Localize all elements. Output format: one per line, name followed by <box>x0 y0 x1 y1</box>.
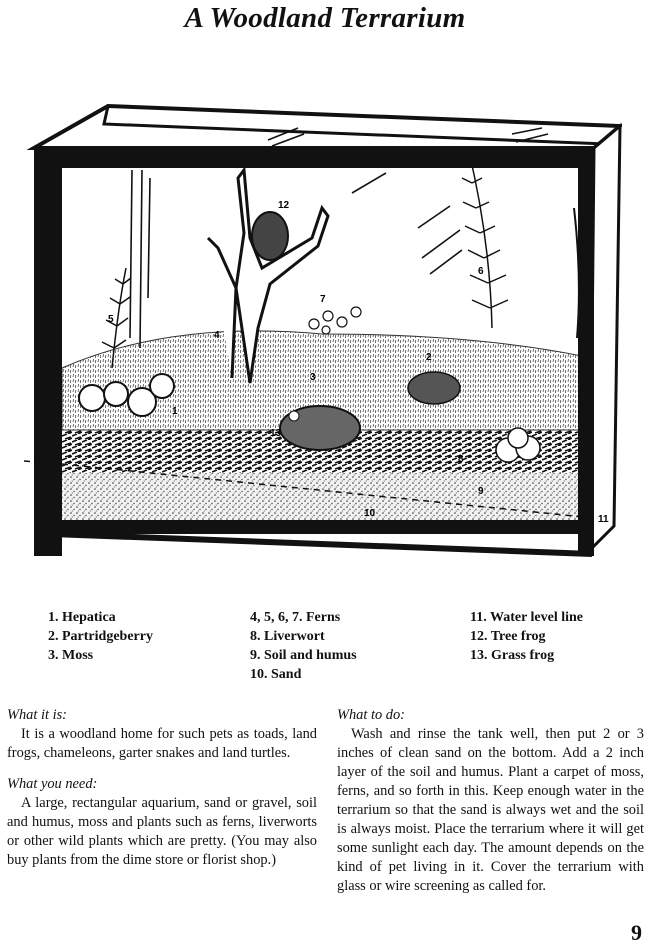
legend-item: 8. Liverwort <box>250 629 325 644</box>
page-number: 9 <box>631 920 642 945</box>
legend-item: 13. Grass frog <box>470 648 555 663</box>
page-title: A Woodland Terrarium <box>184 2 466 34</box>
legend-item: 1. Hepatica <box>48 610 116 625</box>
legend-item: 11. Water level line <box>470 610 584 625</box>
legend-item: 3. Moss <box>48 648 94 663</box>
callout-1: 1 <box>172 406 178 417</box>
legend-item: 9. Soil and humus <box>250 648 357 663</box>
callout-9: 9 <box>478 486 484 497</box>
what-to-do-paragraph: Wash and rinse the tank well, then put 2 or 3 inches of clean sand on the bottom. Add a 2 inch layer of the soil and humus. Plant a carpet of moss, ferns, and so forth in this. Keep enough water in the terrarium so that the sand is always wet and the soil is always moist. Place the terrarium where it will get some sunlight each day. The amount depends on the kind of pet living in it. Cover the terrarium with glass or wire screening as called for. <box>337 726 644 894</box>
callout-11: 11 <box>598 514 609 525</box>
terrarium-illustration <box>22 98 622 568</box>
callout-4: 4 <box>214 330 220 341</box>
legend-item: 4, 5, 6, 7. Ferns <box>250 610 341 625</box>
callout-7: 7 <box>320 294 326 305</box>
what-to-do-heading: What to do: <box>337 707 405 723</box>
callout-8: 8 <box>458 454 464 465</box>
what-you-need-heading: What you need: <box>7 776 98 792</box>
callout-6: 6 <box>478 266 484 277</box>
legend-item: 10. Sand <box>250 667 302 682</box>
callout-13: 13 <box>270 428 282 439</box>
legend-column-1 <box>48 608 153 665</box>
left-text-column <box>7 706 317 870</box>
what-it-is-paragraph: It is a woodland home for such pets as toads, land frogs, chameleons, garter snakes and land turtles. <box>7 726 317 761</box>
what-you-need-paragraph: A large, rectangular aquarium, sand or gravel, soil and humus, moss and plants such as ferns, liverworts or other wild plants which are pretty. (You may also buy plants from the dime store or florist shop.) <box>7 795 317 868</box>
callout-5: 5 <box>108 314 114 325</box>
what-it-is-heading: What it is: <box>7 707 67 723</box>
callout-10: 10 <box>364 508 376 519</box>
legend-item: 12. Tree frog <box>470 629 546 644</box>
callout-12: 12 <box>278 200 290 211</box>
legend-column-2 <box>250 608 357 684</box>
legend-item: 2. Partridgeberry <box>48 629 153 644</box>
legend-column-3 <box>470 608 583 665</box>
callout-2: 2 <box>426 352 432 363</box>
right-text-column <box>337 706 644 896</box>
callout-3: 3 <box>310 372 316 383</box>
